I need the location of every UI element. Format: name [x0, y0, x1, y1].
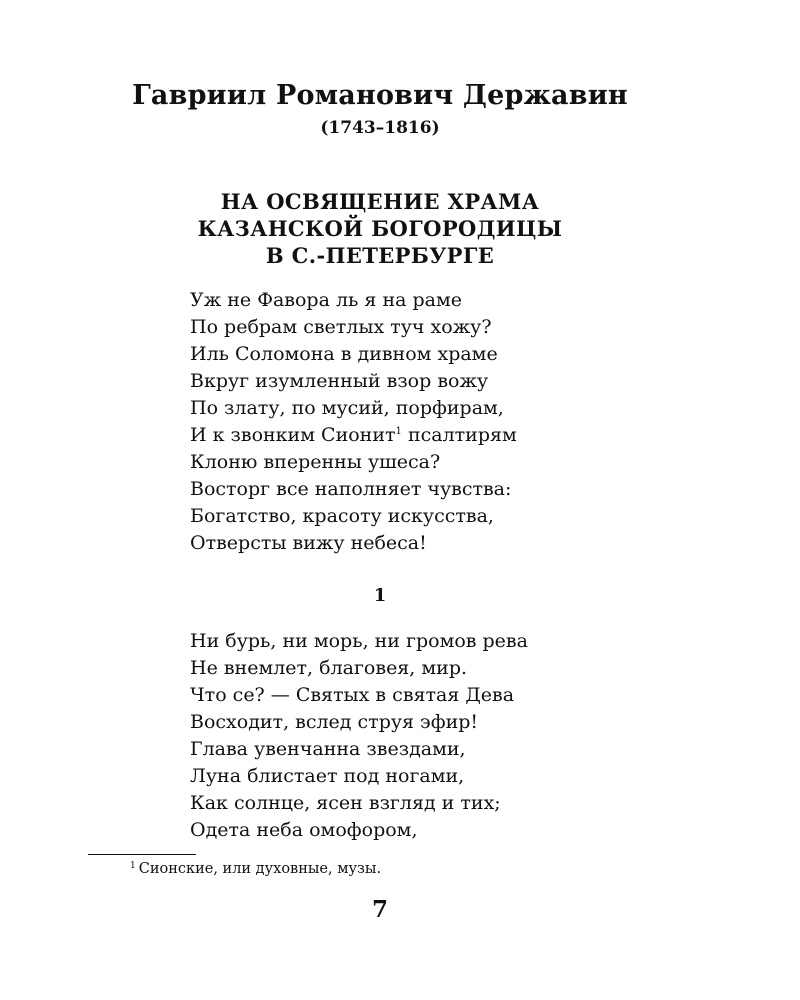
verse-line: Как солнце, ясен взгляд и тих; — [190, 792, 501, 814]
footnote-divider — [88, 854, 196, 855]
poem-title-line: В С.-ПЕТЕРБУРГЕ — [265, 243, 495, 268]
footnote-reference[interactable]: 1 — [395, 426, 402, 437]
author-years: (1743–1816) — [320, 118, 440, 138]
poem-title-line: НА ОСВЯЩЕНИЕ ХРАМА — [220, 189, 540, 214]
verse-line: Что се? — Святых в святая Дева — [190, 684, 515, 706]
poem-title-line: КАЗАНСКОЙ БОГОРОДИЦЫ — [197, 216, 563, 241]
verse-line: Луна блистает под ногами, — [190, 765, 465, 787]
verse-line: Вкруг изумленный взор вожу — [190, 370, 489, 392]
verse-line: Одета неба омофором, — [190, 819, 418, 841]
verse-line: Отверсты вижу небеса! — [190, 532, 427, 554]
verse-line: Ни бурь, ни морь, ни громов рева — [190, 630, 528, 652]
footnote-text: Сионские, или духовные, музы. — [138, 861, 382, 877]
verse-line: Не внемлет, благовея, мир. — [190, 657, 468, 679]
verse-line-start: И к звонким Сионит — [190, 424, 396, 446]
opening-stanza — [190, 287, 517, 557]
verse-line: Уж не Фавора ль я на раме — [190, 289, 462, 311]
verse-line: По ребрам светлых туч хожу? — [190, 316, 492, 338]
verse-line: Восходит, вслед струя эфир! — [190, 711, 479, 733]
verse-line-end: псалтирям — [401, 424, 517, 446]
verse-line-with-footnote — [190, 422, 517, 449]
page-number: 7 — [371, 896, 388, 923]
verse-line: Клоню вперенны ушеса? — [190, 451, 441, 473]
verse-line: Иль Соломона в дивном храме — [190, 343, 498, 365]
footnote-marker: 1 — [130, 861, 136, 871]
section-stanza — [190, 628, 528, 844]
section-number: 1 — [373, 585, 387, 606]
verse-line: Глава увенчанна звездами, — [190, 738, 466, 760]
verse-line: Богатство, красоту искусства, — [190, 505, 494, 527]
author-name: Гавриил Романович Державин — [132, 80, 628, 111]
poem-title — [0, 188, 760, 269]
verse-line: По злату, по мусий, порфирам, — [190, 397, 504, 419]
footnote — [130, 861, 381, 877]
verse-line: Восторг все наполняет чувства: — [190, 478, 512, 500]
